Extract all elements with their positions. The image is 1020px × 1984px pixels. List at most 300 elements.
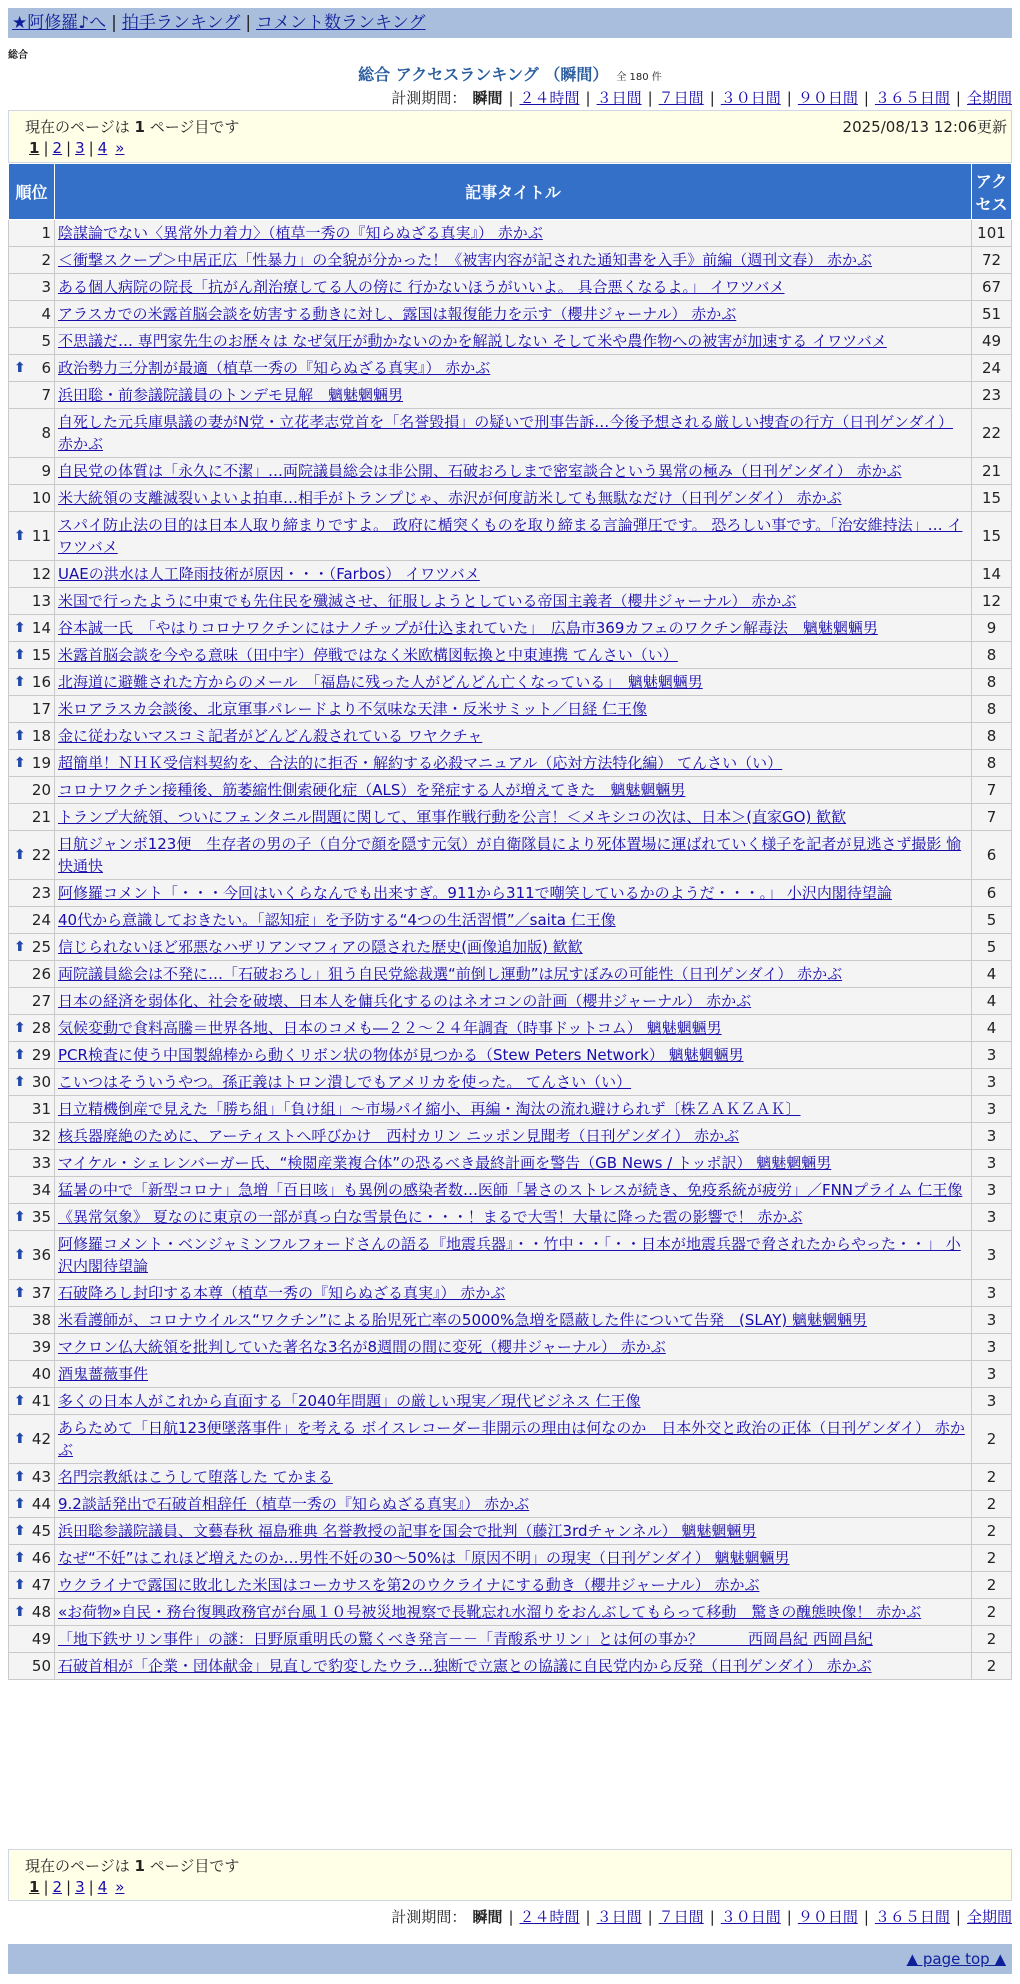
rank-cell (9, 934, 55, 961)
page-top-link[interactable]: ▲ page top ▲ (906, 1950, 1006, 1968)
rank-number: 22 (31, 846, 51, 864)
access-count: 3 (972, 1069, 1012, 1096)
article-title-link[interactable]: 不思議だ… 専門家先生のお歴々は なぜ気圧が動かないのかを解説しない そして米や農作物への被害が加速する イワツバメ (58, 332, 887, 350)
title-cell (55, 1361, 972, 1388)
access-count: 8 (972, 669, 1012, 696)
period-90d[interactable]: ９０日間 (797, 89, 858, 107)
title-cell (55, 615, 972, 642)
pager-bottom (8, 1849, 1012, 1901)
rank-number: 47 (31, 1576, 51, 1594)
access-count: 8 (972, 642, 1012, 669)
table-row (9, 1204, 1012, 1231)
table-row (9, 831, 1012, 880)
table-row (9, 1545, 1012, 1572)
article-title-link[interactable]: PCR検査に使う中国製綿棒から動くリボン状の物体が見つかる（Stew Peters Network） 魑魅魍魎男 (58, 1046, 744, 1064)
table-row (9, 1042, 1012, 1069)
page-link-4[interactable]: 4 (97, 1878, 108, 1896)
title-cell (55, 1599, 972, 1626)
period-24h[interactable]: ２４時間 (519, 89, 580, 107)
title-cell (55, 512, 972, 561)
article-title-link[interactable]: ある個人病院の院長「抗がん剤治療してる人の傍に 行かないほうがいいよ。 具合悪くなるよ。」 イワツバメ (58, 278, 785, 296)
title-cell (55, 1388, 972, 1415)
rank-number: 6 (41, 359, 51, 377)
title-cell (55, 880, 972, 907)
rank-cell (9, 220, 55, 247)
rank-up-arrow-icon: ⬆ (14, 674, 26, 690)
title-cell (55, 355, 972, 382)
access-count: 67 (972, 274, 1012, 301)
title-cell (55, 1069, 972, 1096)
access-count: 14 (972, 561, 1012, 588)
article-title-link[interactable]: «お荷物»自民・務台復興政務官が台風１０号被災地視察で長靴忘れ水溜りをおんぶしてもらって移動 驚きの醜態映像！ 赤かぶ (58, 1603, 922, 1621)
rank-cell (9, 1464, 55, 1491)
rank-cell (9, 1626, 55, 1653)
rank-number: 40 (31, 1365, 51, 1383)
title-cell (55, 777, 972, 804)
table-row (9, 1599, 1012, 1626)
title-cell (55, 1280, 972, 1307)
rank-up-arrow-icon: ⬆ (14, 847, 26, 863)
access-count: 3 (972, 1096, 1012, 1123)
period-all[interactable]: 全期間 (966, 89, 1012, 107)
rank-cell (9, 1491, 55, 1518)
rank-number: 33 (31, 1154, 51, 1172)
access-count: 15 (972, 485, 1012, 512)
header-access: アクセス (972, 164, 1012, 220)
title-cell (55, 723, 972, 750)
page-link-2[interactable]: 2 (52, 1878, 63, 1896)
rank-cell (9, 1307, 55, 1334)
rank-number: 23 (31, 884, 51, 902)
table-row (9, 1307, 1012, 1334)
table-row (9, 1626, 1012, 1653)
rank-cell (9, 1572, 55, 1599)
table-row (9, 988, 1012, 1015)
rank-number: 26 (31, 965, 51, 983)
rank-number: 27 (31, 992, 51, 1010)
article-title-link[interactable]: UAEの洪水は人工降雨技術が原因・・・（Farbos） イワツバメ (58, 565, 480, 583)
article-title-link[interactable]: 陰謀論でない〈異常外力着力〉（植草一秀の『知らぬざる真実』） 赤かぶ (58, 224, 543, 242)
title-cell (55, 1150, 972, 1177)
pager-top (8, 110, 1012, 163)
page-links: 1 | 2 | 3 | 4 » (29, 139, 125, 157)
period-label: 計測期間： (391, 89, 467, 107)
rank-number: 44 (31, 1495, 51, 1513)
table-row (9, 750, 1012, 777)
rank-number: 34 (31, 1181, 51, 1199)
rank-up-arrow-icon: ⬆ (14, 1469, 26, 1485)
title-cell (55, 1307, 972, 1334)
rank-number: 2 (41, 251, 51, 269)
title-cell (55, 669, 972, 696)
rank-number: 46 (31, 1549, 51, 1567)
article-title-link[interactable]: コロナワクチン接種後、筋萎縮性側索硬化症（ALS）を発症する人が増えてきた 魑魅魍魎男 (58, 781, 686, 799)
table-row (9, 669, 1012, 696)
nav-separator: | (245, 13, 252, 33)
category-label: 総合 (8, 50, 28, 61)
table-row (9, 1518, 1012, 1545)
article-title-link[interactable]: 日航ジャンボ123便 生存者の男の子（自分で顔を隠す元気）が自衛隊員により死体置場に運ばれていく様子を記者が見逃さず撮影 愉快通快 (58, 835, 962, 875)
access-count: 72 (972, 247, 1012, 274)
rank-cell (9, 1280, 55, 1307)
title-cell (55, 696, 972, 723)
article-title-link[interactable]: 米露首脳会談を今やる意味（田中宇）停戦ではなく米欧構図転換と中東連携 てんさい（い） (58, 646, 678, 664)
rank-cell (9, 561, 55, 588)
title-cell (55, 1464, 972, 1491)
nav-link-clap-ranking[interactable]: 拍手ランキング (121, 13, 241, 33)
title-cell (55, 301, 972, 328)
title-cell (55, 458, 972, 485)
table-row (9, 1464, 1012, 1491)
rank-cell (9, 642, 55, 669)
period-7d[interactable]: ７日間 (658, 89, 704, 107)
article-title-link[interactable]: 信じられないほど邪悪なハザリアンマフィアの隠された歴史(画像追加版) 歓歓 (58, 938, 583, 956)
access-count: 2 (972, 1626, 1012, 1653)
title-cell (55, 961, 972, 988)
table-row (9, 274, 1012, 301)
rank-cell (9, 696, 55, 723)
rank-cell (9, 1150, 55, 1177)
rank-up-arrow-icon: ⬆ (14, 1523, 26, 1539)
article-title-link[interactable]: ウクライナで露国に敗北した米国はコーカサスを第2のウクライナにする動き（櫻井ジャーナル） 赤かぶ (58, 1576, 760, 1594)
page-link-1[interactable]: 1 (29, 1878, 40, 1896)
title-cell (55, 804, 972, 831)
title-cell (55, 1491, 972, 1518)
table-row (9, 1015, 1012, 1042)
article-title-link[interactable]: 酒鬼薔薇事件 (58, 1365, 149, 1383)
title-cell (55, 274, 972, 301)
period-current: 瞬間 (472, 1908, 503, 1926)
table-row (9, 512, 1012, 561)
rank-number: 12 (31, 565, 51, 583)
access-count: 2 (972, 1653, 1012, 1680)
title-cell (55, 1123, 972, 1150)
rank-up-arrow-icon: ⬆ (14, 1074, 26, 1090)
article-title-link[interactable]: 名門宗教紙はこうして堕落した てかまる (58, 1468, 333, 1486)
article-title-link[interactable]: マクロン仏大統領を批判していた著名な3名が8週間の間に変死（櫻井ジャーナル） 赤かぶ (58, 1338, 666, 1356)
rank-cell (9, 1653, 55, 1680)
table-row (9, 301, 1012, 328)
access-count: 5 (972, 907, 1012, 934)
page-link-2[interactable]: 2 (52, 139, 63, 157)
next-page-link[interactable]: » (115, 1878, 125, 1896)
table-row (9, 934, 1012, 961)
rank-number: 42 (31, 1430, 51, 1448)
rank-number: 49 (31, 1630, 51, 1648)
table-row (9, 1096, 1012, 1123)
current-page-text: 現在のページは 1 ページ目です (25, 118, 240, 136)
rank-cell (9, 669, 55, 696)
rank-number: 19 (31, 754, 51, 772)
article-title-link[interactable]: 阿修羅コメント「・・・今回はいくらなんでも出来すぎ。911から311で嘲笑しているかのようだ・・・。」 小沢内閣待望論 (58, 884, 892, 902)
article-title-link[interactable]: 多くの日本人がこれから直面する「2040年問題」の厳しい現実／現代ビジネス 仁王像 (58, 1392, 641, 1410)
rank-number: 3 (41, 278, 51, 296)
article-title-link[interactable]: 米ロアラスカ会談後、北京軍事パレードより不気味な天津・反米サミット／日経 仁王像 (58, 700, 648, 718)
rank-number: 4 (41, 305, 51, 323)
rank-cell (9, 1518, 55, 1545)
table-row (9, 1334, 1012, 1361)
period-30d[interactable]: ３０日間 (720, 1908, 781, 1926)
article-title-link[interactable]: 谷本誠一氏 「やはりコロナワクチンにはナノチップが仕込まれていた」 広島市369カフェのワクチン解毒法 魑魅魍魎男 (58, 619, 878, 637)
nav-link-asyura[interactable]: ★阿修羅♪へ (12, 13, 107, 33)
period-all[interactable]: 全期間 (966, 1908, 1012, 1926)
table-row (9, 723, 1012, 750)
period-3d[interactable]: ３日間 (596, 89, 642, 107)
rank-number: 48 (31, 1603, 51, 1621)
access-count: 4 (972, 961, 1012, 988)
title-cell (55, 1042, 972, 1069)
rank-up-arrow-icon: ⬆ (14, 620, 26, 636)
title-cell (55, 1653, 972, 1680)
article-title-link[interactable]: 金に従わないマスコミ記者がどんどん殺されている ワヤクチャ (58, 727, 483, 745)
rank-cell (9, 907, 55, 934)
table-row (9, 220, 1012, 247)
page-link-3[interactable]: 3 (75, 1878, 85, 1896)
title-cell (55, 328, 972, 355)
access-count: 3 (972, 1204, 1012, 1231)
access-count: 12 (972, 588, 1012, 615)
article-title-link[interactable]: 石破首相が「企業・団体献金」見直しで豹変したウラ…独断で立憲との協議に自民党内から反発（日刊ゲンダイ） 赤かぶ (58, 1657, 872, 1675)
article-title-link[interactable]: 《異常気象》 夏なのに東京の一部が真っ白な雪景色に・・・！まるで大雪！大量に降った雹の影響で！ 赤かぶ (58, 1208, 803, 1226)
table-row (9, 777, 1012, 804)
rank-number: 20 (31, 781, 51, 799)
article-title-link[interactable]: ＜衝撃スクープ＞中居正広「性暴力」の全貌が分かった！《被害内容が記された通知書を入手》前編（週刊文春） 赤かぶ (58, 251, 873, 269)
article-title-link[interactable]: 日本の経済を弱体化、社会を破壊、日本人を傭兵化するのはネオコンの計画（櫻井ジャーナル） 赤かぶ (58, 992, 752, 1010)
access-count: 23 (972, 382, 1012, 409)
period-3d[interactable]: ３日間 (596, 1908, 642, 1926)
article-title-link[interactable]: 阿修羅コメント・ベンジャミンフルフォードさんの語る『地震兵器』・・竹中・・「・・日本が地震兵器で脅されたからやった・・」 小沢内閣待望論 (58, 1235, 961, 1275)
bottom-bar (8, 1944, 1012, 1974)
article-title-link[interactable]: なぜ“不妊”はこれほど増えたのか…男性不妊の30～50%は「原因不明」の現実（日刊ゲンダイ） 魑魅魍魎男 (58, 1549, 790, 1567)
title-cell (55, 220, 972, 247)
rank-cell (9, 615, 55, 642)
rank-cell (9, 355, 55, 382)
rank-number: 41 (31, 1392, 51, 1410)
article-title-link[interactable]: 北海道に避難された方からのメール 「福島に残った人がどんどん亡くなっている」 魑魅魍魎男 (58, 673, 703, 691)
rank-cell (9, 274, 55, 301)
title-cell (55, 1231, 972, 1280)
title-cell (55, 642, 972, 669)
rank-cell (9, 988, 55, 1015)
article-title-link[interactable]: 米大統領の支離滅裂いよいよ拍車…相手がトランプじゃ、赤沢が何度訪米しても無駄なだけ（日刊ゲンダイ） 赤かぶ (58, 489, 842, 507)
rank-up-arrow-icon: ⬆ (14, 1209, 26, 1225)
rank-cell (9, 750, 55, 777)
rank-up-arrow-icon: ⬆ (14, 1550, 26, 1566)
rank-cell (9, 1334, 55, 1361)
title-cell (55, 1204, 972, 1231)
article-title-link[interactable]: こいつはそういうやつ。孫正義はトロン潰しでもアメリカを使った。 てんさい（い） (58, 1073, 632, 1091)
rank-up-arrow-icon: ⬆ (14, 1020, 26, 1036)
nav-link-comment-ranking[interactable]: コメント数ランキング (256, 13, 426, 33)
title-cell (55, 1545, 972, 1572)
page-title: 総合 アクセスランキング （瞬間） (358, 65, 609, 84)
article-title-link[interactable]: 政治勢力三分割が最適（植草一秀の『知らぬざる真実』） 赤かぶ (58, 359, 491, 377)
rank-cell (9, 1069, 55, 1096)
rank-number: 7 (41, 386, 51, 404)
article-title-link[interactable]: 9.2談話発出で石破首相辞任（植草一秀の『知らぬざる真実』） 赤かぶ (58, 1495, 530, 1513)
article-title-link[interactable]: 自死した元兵庫県議の妻がN党・立花孝志党首を「名誉毀損」の疑いで刑事告訴…今後予想される厳しい捜査の行方（日刊ゲンダイ） 赤かぶ (58, 413, 954, 453)
rank-cell (9, 1388, 55, 1415)
article-title-link[interactable]: 米国で行ったように中東でも先住民を殲滅させ、征服しようとしている帝国主義者（櫻井ジャーナル） 赤かぶ (58, 592, 797, 610)
access-count: 3 (972, 1280, 1012, 1307)
article-title-link[interactable]: 石破降ろし封印する本尊（植草一秀の『知らぬざる真実』） 赤かぶ (58, 1284, 506, 1302)
table-row (9, 588, 1012, 615)
table-row (9, 615, 1012, 642)
period-7d[interactable]: ７日間 (658, 1908, 704, 1926)
title-cell (55, 934, 972, 961)
period-24h[interactable]: ２４時間 (519, 1908, 580, 1926)
rank-cell (9, 961, 55, 988)
rank-number: 25 (31, 938, 51, 956)
page-link-4[interactable]: 4 (97, 139, 108, 157)
access-count: 3 (972, 1388, 1012, 1415)
period-365d[interactable]: ３６５日間 (874, 1908, 950, 1926)
rank-number: 50 (31, 1657, 51, 1675)
article-title-link[interactable]: 猛暑の中で「新型コロナ」急増「百日咳」も異例の感染者数…医師「暑さのストレスが続き、免疫系統が疲労」／FNNプライム 仁王像 (58, 1181, 963, 1199)
rank-cell (9, 1096, 55, 1123)
rank-number: 14 (31, 619, 51, 637)
rank-number: 11 (31, 527, 51, 545)
article-title-link[interactable]: あらためて「日航123便墜落事件」を考える ボイスレコーダー非開示の理由は何なのか 日本外交と政治の正体（日刊ゲンダイ） 赤かぶ (58, 1419, 965, 1459)
period-90d[interactable]: ９０日間 (797, 1908, 858, 1926)
access-count: 15 (972, 512, 1012, 561)
update-timestamp: 2025/08/13 12:06更新 (842, 118, 1007, 136)
table-row (9, 1069, 1012, 1096)
article-title-link[interactable]: 米看護師が、コロナウイルス“ワクチン”による胎児死亡率の5000%急増を隠蔽した件について告発 (SLAY) 魑魅魍魎男 (58, 1311, 867, 1329)
article-title-link[interactable]: 両院議員総会は不発に…「石破おろし」狙う自民党総裁選“前倒し運動”は尻すぼみの可能性（日刊ゲンダイ） 赤かぶ (58, 965, 843, 983)
title-cell (55, 907, 972, 934)
rank-number: 39 (31, 1338, 51, 1356)
rank-up-arrow-icon: ⬆ (14, 1604, 26, 1620)
article-title-link[interactable]: 核兵器廃絶のために、アーティストへ呼びかけ 西村カリン ニッポン見聞考（日刊ゲンダイ） 赤かぶ (58, 1127, 740, 1145)
access-count: 3 (972, 1361, 1012, 1388)
article-title-link[interactable]: マイケル・シェレンバーガー氏、“検閲産業複合体”の恐るべき最終計画を警告（GB News / トッポ訳） 魑魅魍魎男 (58, 1154, 832, 1172)
article-title-link[interactable]: 浜田聡参議院議員、文藝春秋 福島雅典 名誉教授の記事を国会で批判（藤江3rdチャンネル） 魑魅魍魎男 (58, 1522, 757, 1540)
title-cell (55, 1015, 972, 1042)
access-count: 24 (972, 355, 1012, 382)
table-row (9, 382, 1012, 409)
article-title-link[interactable]: アラスカでの米露首脳会談を妨害する動きに対し、露国は報復能力を示す（櫻井ジャーナル） 赤かぶ (58, 305, 737, 323)
table-row (9, 1415, 1012, 1464)
article-title-link[interactable]: 40代から意識しておきたい。「認知症」を予防する“4つの生活習慣”／saita 仁王像 (58, 911, 616, 929)
rank-up-arrow-icon: ⬆ (14, 528, 26, 544)
title-cell (55, 750, 972, 777)
table-row (9, 1572, 1012, 1599)
access-count: 3 (972, 1123, 1012, 1150)
rank-number: 9 (41, 462, 51, 480)
page-heading (8, 62, 1012, 85)
table-row (9, 328, 1012, 355)
title-cell (55, 1572, 972, 1599)
ranking-table (8, 163, 1012, 1680)
table-row (9, 1150, 1012, 1177)
title-cell (55, 1518, 972, 1545)
page-link-1[interactable]: 1 (29, 139, 40, 157)
rank-number: 24 (31, 911, 51, 929)
article-title-link[interactable]: 自民党の体質は「永久に不潔」…両院議員総会は非公開、石破おろしまで密室談合という異常の極み（日刊ゲンダイ） 赤かぶ (58, 462, 902, 480)
period-selector-top: 計測期間： 瞬間 | ２４時間 | ３日間 | ７日間 | ３０日間 | ９０日間 | ３６５日間 | 全期間 (391, 89, 1012, 107)
rank-number: 45 (31, 1522, 51, 1540)
table-header-row (9, 164, 1012, 220)
rank-cell (9, 1042, 55, 1069)
table-row (9, 804, 1012, 831)
header-rank: 順位 (9, 164, 55, 220)
article-title-link[interactable]: 超簡単！ＮＨＫ受信料契約を、合法的に拒否・解約する必殺マニュアル（応対方法特化編） てんさい（い） (58, 754, 783, 772)
title-cell (55, 1415, 972, 1464)
rank-cell (9, 831, 55, 880)
rank-cell (9, 804, 55, 831)
rank-number: 30 (31, 1073, 51, 1091)
rank-number: 17 (31, 700, 51, 718)
title-cell (55, 1334, 972, 1361)
access-count: 4 (972, 1015, 1012, 1042)
access-count: 8 (972, 723, 1012, 750)
article-title-link[interactable]: トランプ大統領、ついにフェンタニル問題に関して、軍事作戦行動を公言！＜メキシコの次は、日本＞(直家GO) 歓歓 (58, 808, 847, 826)
access-count: 2 (972, 1572, 1012, 1599)
title-cell (55, 247, 972, 274)
title-cell (55, 382, 972, 409)
access-count: 6 (972, 831, 1012, 880)
table-row (9, 561, 1012, 588)
article-title-link[interactable]: 気候変動で食料高騰＝世界各地、日本のコメも―２２～２４年調査（時事ドットコム） 魑魅魍魎男 (58, 1019, 722, 1037)
rank-number: 10 (31, 489, 51, 507)
rank-cell (9, 1545, 55, 1572)
article-title-link[interactable]: スパイ防止法の目的は日本人取り締まりですよ。 政府に楯突くものを取り締まる言論弾圧です。 恐ろしい事です。「治安維持法」… イワツバメ (58, 516, 963, 556)
period-current: 瞬間 (472, 89, 503, 107)
page-link-3[interactable]: 3 (75, 139, 85, 157)
nav-separator: | (111, 13, 117, 33)
next-page-link[interactable]: » (115, 139, 125, 157)
rank-cell (9, 1231, 55, 1280)
period-365d[interactable]: ３６５日間 (874, 89, 950, 107)
rank-number: 38 (31, 1311, 51, 1329)
rank-number: 35 (31, 1208, 51, 1226)
period-30d[interactable]: ３０日間 (720, 89, 781, 107)
rank-up-arrow-icon: ⬆ (14, 755, 26, 771)
table-row (9, 961, 1012, 988)
access-count: 5 (972, 934, 1012, 961)
rank-number: 31 (31, 1100, 51, 1118)
rank-number: 21 (31, 808, 51, 826)
rank-number: 43 (31, 1468, 51, 1486)
table-row (9, 247, 1012, 274)
table-row (9, 880, 1012, 907)
access-count: 3 (972, 1231, 1012, 1280)
access-count: 21 (972, 458, 1012, 485)
rank-up-arrow-icon: ⬆ (14, 1285, 26, 1301)
access-count: 6 (972, 880, 1012, 907)
rank-cell (9, 1015, 55, 1042)
access-count: 51 (972, 301, 1012, 328)
rank-cell (9, 409, 55, 458)
rank-number: 8 (41, 424, 51, 442)
rank-number: 13 (31, 592, 51, 610)
table-row (9, 1123, 1012, 1150)
access-count: 9 (972, 615, 1012, 642)
rank-cell (9, 512, 55, 561)
rank-cell (9, 328, 55, 355)
rank-number: 18 (31, 727, 51, 745)
rank-cell (9, 247, 55, 274)
article-title-link[interactable]: 浜田聡・前参議院議員のトンデモ見解 魑魅魍魎男 (58, 386, 404, 404)
access-count: 3 (972, 1042, 1012, 1069)
rank-number: 28 (31, 1019, 51, 1037)
rank-number: 36 (31, 1246, 51, 1264)
article-title-link[interactable]: 日立精機倒産で見えた「勝ち組」「負け組」～市場パイ縮小、再編・淘汰の流れ避けられず〔株ＺＡＫＺＡＫ〕 (58, 1100, 801, 1118)
table-row (9, 485, 1012, 512)
access-count: 7 (972, 804, 1012, 831)
article-title-link[interactable]: 「地下鉄サリン事件」の謎：日野原重明氏の驚くべき発言－－「青酸系サリン」とは何の事か？ 西岡昌紀 西岡昌紀 (58, 1630, 873, 1648)
